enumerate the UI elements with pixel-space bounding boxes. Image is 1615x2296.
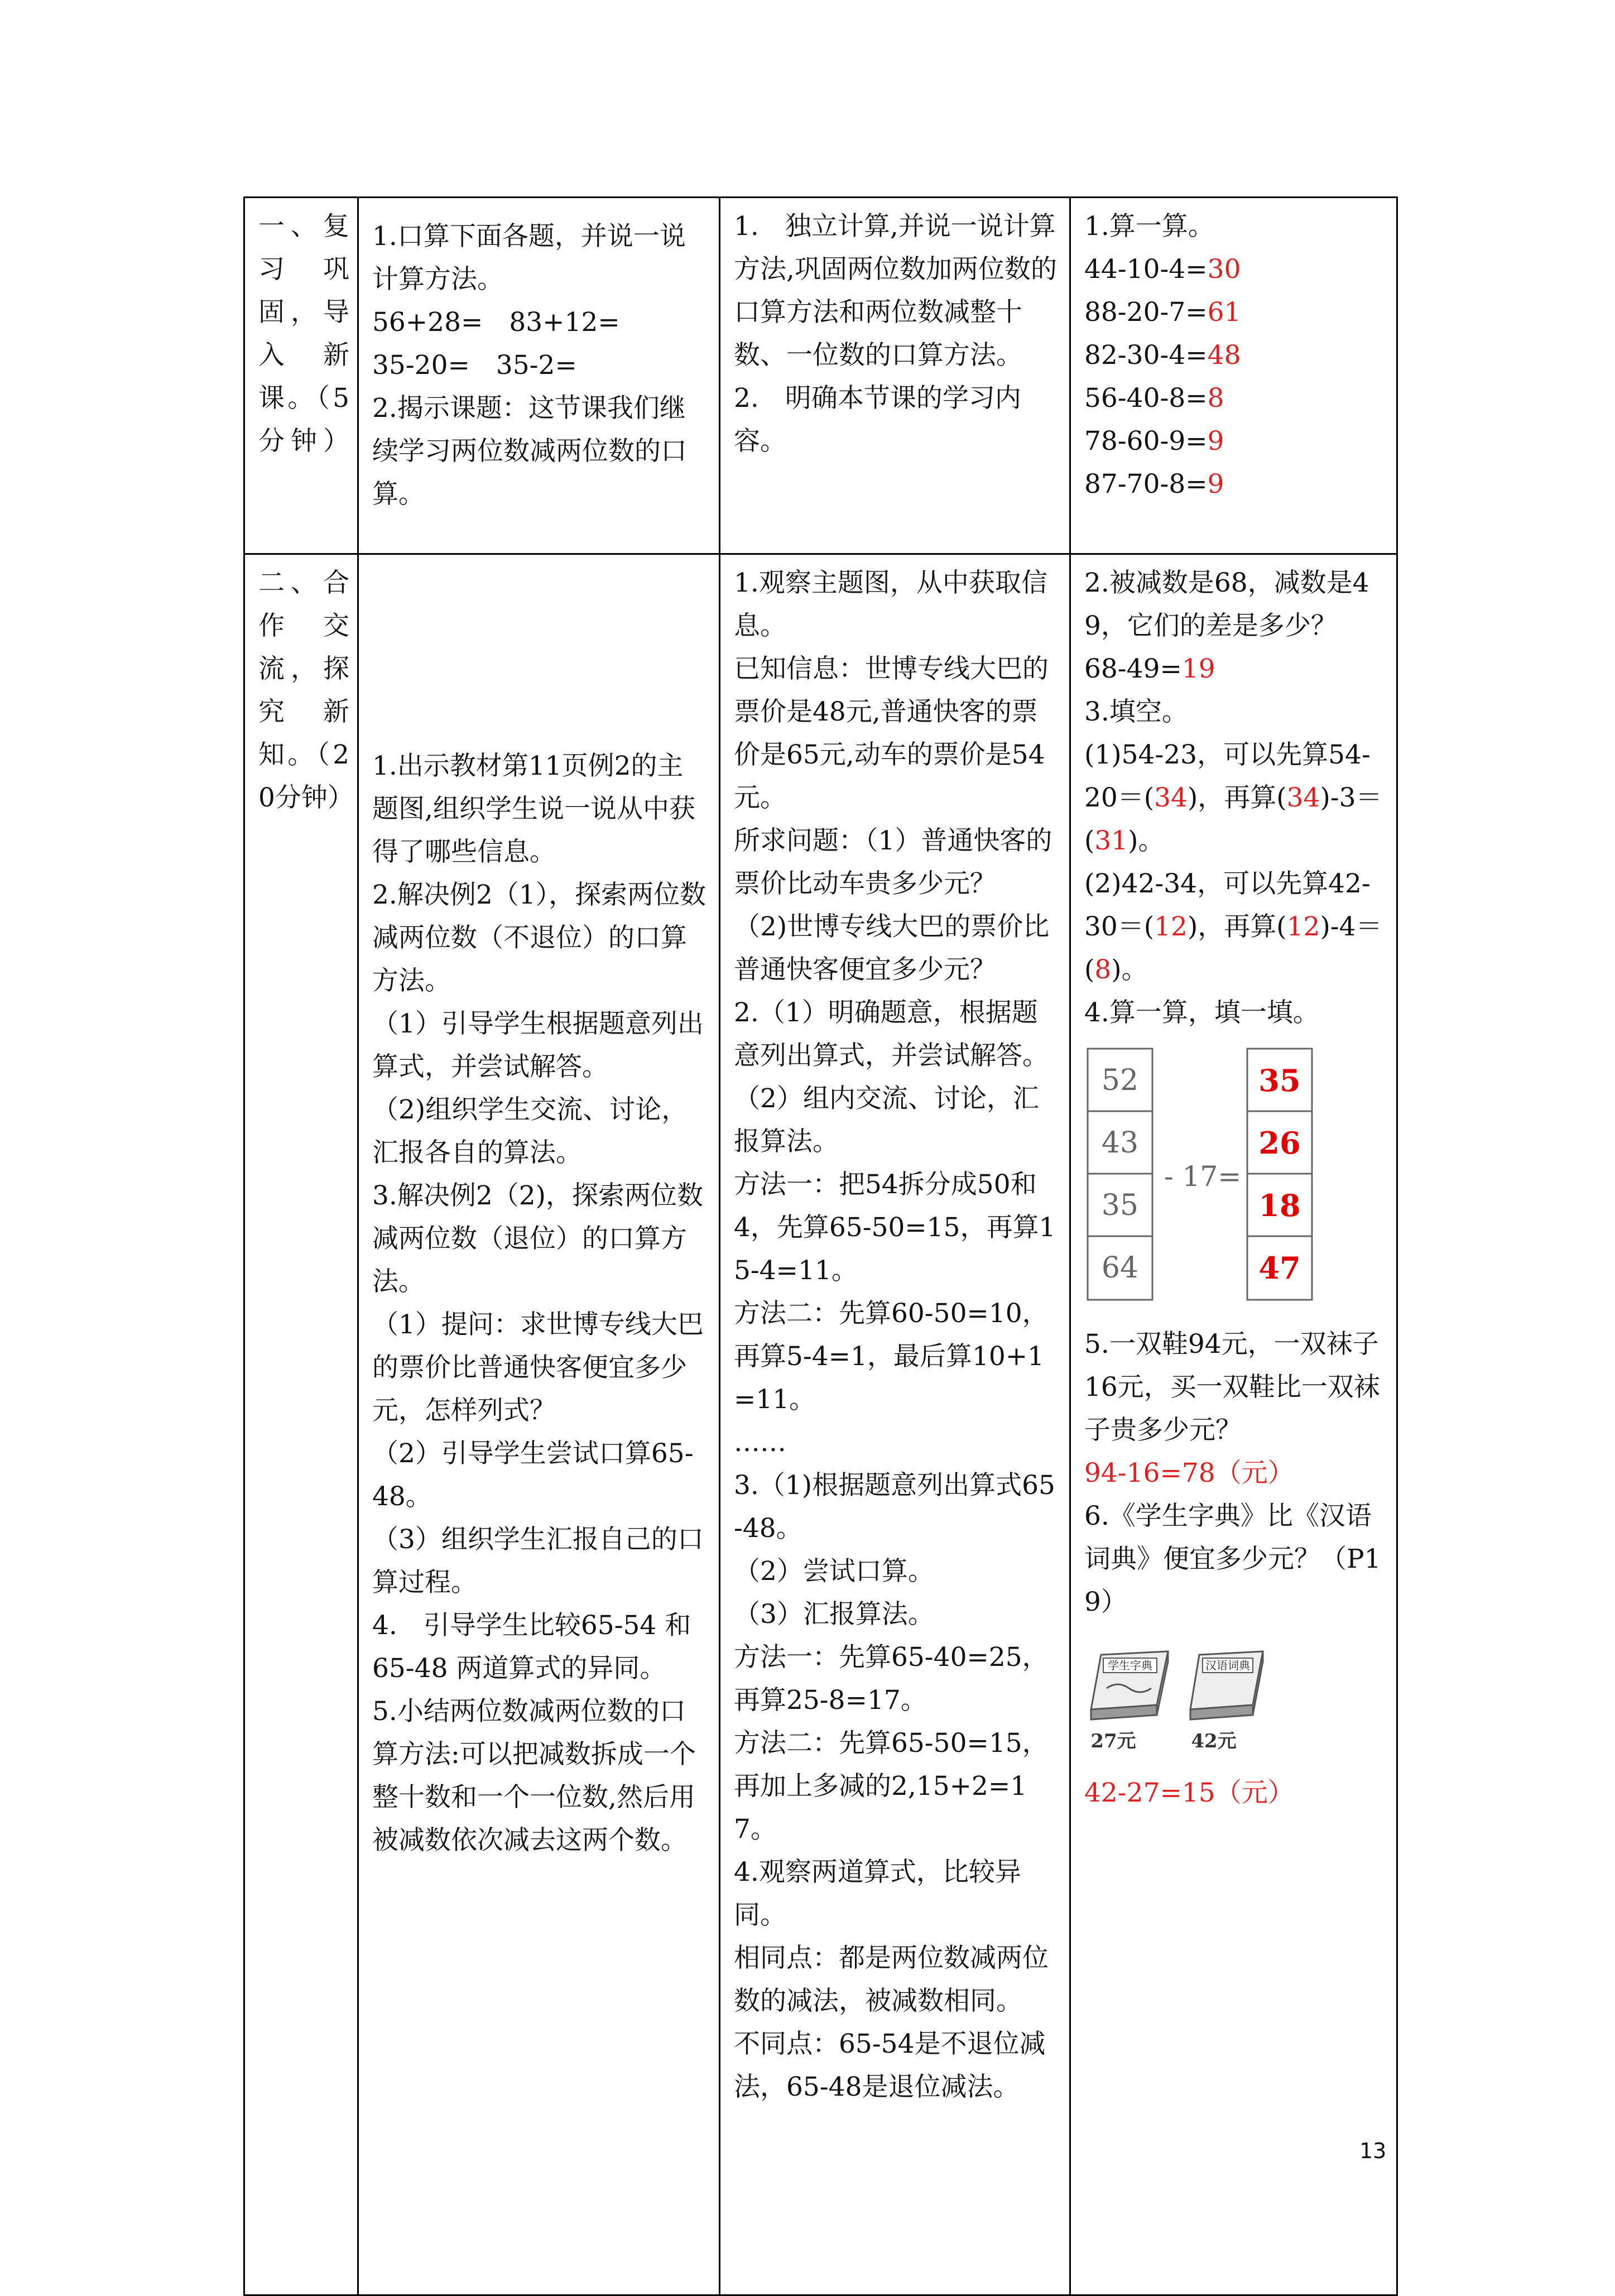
exercise-title: 1.算一算。 [1084, 211, 1214, 242]
left-number: 43 [1101, 1126, 1139, 1160]
teacher-line: 56+28= 83+12= [372, 307, 620, 338]
book-title: 汉语词典 [1205, 1659, 1250, 1672]
teacher-line: 2.揭示课题：这节课我们继续学习两位数减两位数的口算。 [372, 393, 687, 510]
answer: 30 [1207, 254, 1241, 285]
teacher-line: （1）提问：求世博专线大巴的票价比普通快客便宜多少元，怎样列式？ [372, 1309, 704, 1426]
stage-cell [244, 198, 358, 554]
exercise-cell [1070, 554, 1397, 2295]
teacher-line: 5.小结两位数减两位数的口算方法:可以把减数拆成一个整十数和一个一位数,然后用被减数依次减去这两个数。 [372, 1696, 696, 1856]
student-line: …… [734, 1427, 786, 1458]
table-row [244, 554, 1397, 2295]
student-line: 1.观察主题图，从中获取信息。 [734, 568, 1047, 641]
result-number: 35 [1258, 1063, 1301, 1098]
student-line: 方法二：先算65-50=15，再加上多减的2,15+2=17。 [734, 1728, 1049, 1845]
exercise-3-1: (1)54-23，可以先算54-20＝(34)，再算(34)-3＝(31)。 [1084, 739, 1382, 856]
teacher-line: 1.出示教材第11页例2的主题图,组织学生说一说从中获得了哪些信息。 [372, 751, 695, 867]
subtraction-figure [1084, 1044, 1385, 1319]
book-price: 27元 [1090, 1730, 1136, 1752]
student-line: 方法二：先算60-50=10，再算5-4=1，最后算10+1=11。 [734, 1298, 1049, 1415]
stage-label: 二、合作交流，探究新知。（20分钟） [258, 568, 354, 813]
answer: 61 [1207, 297, 1241, 328]
student-line: 4.观察两道算式，比较异同。 [734, 1857, 1021, 1930]
student-line: 1. 独立计算,并说一说计算方法,巩固两位数加两位数的口算方法和两位数减整十数、一位数的口算方法。 [734, 211, 1057, 371]
student-line: 所求问题：（1）普通快客的票价比动车贵多少元？ [734, 825, 1052, 899]
teacher-line: （2)组织学生交流、讨论，汇报各自的算法。 [372, 1094, 688, 1168]
student-activity-cell [720, 554, 1070, 2295]
teacher-line: 4. 引导学生比较65-54 和 65-48 两道算式的异同。 [372, 1610, 691, 1684]
answer: 8 [1207, 383, 1224, 414]
exercise-3-title: 3.填空。 [1084, 697, 1188, 727]
student-line: （3）汇报算法。 [734, 1599, 934, 1630]
answer: 31 [1094, 825, 1128, 856]
exercise-item: 56-40-8=8 [1084, 383, 1224, 414]
student-activity-cell [720, 198, 1070, 554]
answer: 34 [1154, 782, 1188, 813]
book-icon [1190, 1651, 1263, 1719]
left-number: 64 [1101, 1251, 1139, 1285]
student-line: 3.（1)根据题意列出算式65-48。 [734, 1470, 1055, 1544]
exercise-2-text: 2.被减数是68，减数是49，它们的差是多少？ [1084, 568, 1369, 641]
answer: 9 [1207, 426, 1224, 457]
left-number: 35 [1101, 1189, 1139, 1222]
result-number: 47 [1258, 1250, 1301, 1286]
answer: 12 [1154, 911, 1188, 942]
student-line: （2）尝试口算。 [734, 1556, 934, 1587]
answer: 48 [1207, 340, 1241, 371]
exercise-2-equation: 68-49=19 [1084, 654, 1215, 684]
exercise-5-answer: 94-16=78（元） [1084, 1458, 1294, 1488]
exercise-item: 88-20-7=61 [1084, 297, 1241, 328]
result-number: 18 [1258, 1188, 1301, 1223]
teacher-line: 35-20= 35-2= [372, 350, 577, 381]
student-line: 方法一：把54拆分成50和4，先算65-50=15，再算15-4=11。 [734, 1169, 1056, 1286]
teacher-line: 3.解决例2（2)，探索两位数减两位数（退位）的口算方法。 [372, 1180, 703, 1297]
student-line: 已知信息：世博专线大巴的票价是48元,普通快客的票价是65元,动车的票价是54元。 [734, 654, 1049, 813]
subtraction-diagram [1084, 1044, 1319, 1306]
student-line: 相同点：都是两位数减两位数的减法，被减数相同。 [734, 1943, 1049, 2016]
exercise-item: 78-60-9=9 [1084, 426, 1224, 457]
stage-cell [244, 554, 358, 2295]
table-row [244, 198, 1397, 554]
exercise-6-text: 6.《学生字典》比《汉语词典》便宜多少元？（P19） [1084, 1501, 1381, 1617]
book-icon [1091, 1651, 1168, 1719]
teacher-line: 1.口算下面各题，并说一说计算方法。 [372, 221, 686, 295]
exercise-6-answer: 42-27=15（元） [1084, 1778, 1294, 1808]
teacher-activity-cell [358, 198, 720, 554]
student-line: 方法一：先算65-40=25，再算25-8=17。 [734, 1642, 1049, 1716]
page-number: 13 [1359, 2139, 1387, 2163]
student-line: 2.（1）明确题意，根据题意列出算式，并尝试解答。 [734, 997, 1049, 1071]
exercise-5-text: 5.一双鞋94元，一双袜子16元，买一双鞋比一双袜子贵多少元？ [1084, 1329, 1380, 1445]
exercise-item: 82-30-4=48 [1084, 340, 1241, 371]
exercise-cell [1070, 198, 1397, 554]
answer: 12 [1286, 911, 1320, 942]
exercise-item: 87-70-8=9 [1084, 469, 1224, 499]
answer: 9 [1207, 469, 1224, 499]
answer: 8 [1094, 954, 1112, 985]
left-number: 52 [1101, 1064, 1139, 1097]
exercise-4-title: 4.算一算，填一填。 [1084, 997, 1319, 1028]
result-number: 26 [1258, 1125, 1301, 1161]
student-line: 不同点：65-54是不退位减法，65-48是退位减法。 [734, 2029, 1046, 2102]
book-price: 42元 [1191, 1730, 1237, 1752]
teacher-line: （3）组织学生汇报自己的口算过程。 [372, 1524, 704, 1598]
exercise-item: 44-10-4=30 [1084, 254, 1241, 285]
answer: 34 [1286, 782, 1320, 813]
student-line: （2）组内交流、讨论，汇报算法。 [734, 1083, 1039, 1157]
stage-label: 一、复习巩固，导入新课。（5分钟） [258, 211, 349, 457]
teacher-activity-cell [358, 554, 720, 2295]
teacher-line: （1）引导学生根据题意列出算式，并尝试解答。 [372, 1008, 704, 1082]
dictionary-books-illustration [1084, 1644, 1274, 1755]
book-title: 学生字典 [1108, 1659, 1152, 1672]
teacher-line: 2.解决例2（1），探索两位数减两位数（不退位）的口算方法。 [372, 880, 706, 996]
student-line: 2. 明确本节课的学习内容。 [734, 383, 1021, 457]
exercise-3-2: (2)42-34，可以先算42-30＝(12)，再算(12)-4＝(8)。 [1084, 868, 1382, 985]
operator-text: - 17= [1164, 1160, 1242, 1193]
student-line: （2)世博专线大巴的票价比普通快客便宜多少元？ [734, 911, 1050, 985]
dictionary-figure [1084, 1644, 1385, 1768]
answer: 19 [1181, 654, 1215, 684]
lesson-plan-table [243, 196, 1398, 2296]
teacher-line: （2）引导学生尝试口算65-48。 [372, 1438, 694, 1512]
